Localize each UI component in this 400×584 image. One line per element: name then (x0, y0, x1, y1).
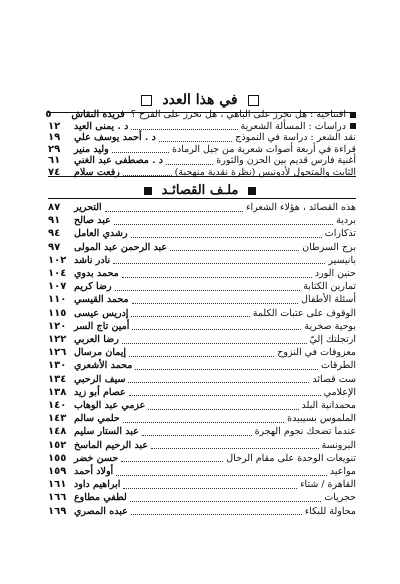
page-number: ١٢٦ (48, 347, 67, 359)
entry-author: عبد الستار سليم (74, 426, 139, 438)
dot-leader (116, 468, 327, 476)
dot-leader (121, 454, 223, 462)
toc-entry (48, 280, 356, 293)
dot-leader (170, 243, 299, 251)
entry-author: عصام أبو زيد (74, 386, 126, 398)
entry-author: ابراهيم داود (74, 479, 121, 491)
toc-entry (48, 307, 356, 320)
entry-title: تذكارات (324, 228, 356, 240)
entry-title: بوحية صخرية (304, 320, 356, 332)
toc-entry (48, 293, 356, 306)
page-number: ٩٤ (48, 228, 61, 240)
toc-entry (48, 214, 356, 227)
page-number: ١٠٤ (48, 268, 67, 279)
entry-title: عندما تضحك نجوم الهجرة (254, 426, 356, 438)
page-number: ١٢٢ (48, 334, 67, 345)
page-number: ١٩ (48, 132, 61, 143)
page-number: ١٠٧ (48, 281, 67, 293)
square-icon (248, 187, 256, 195)
entry-author: د . أحمد يوسف علي (74, 132, 156, 143)
entry-title: القاهرة / شتاء (300, 479, 356, 491)
entry-author: أمين تاج السر (74, 320, 130, 332)
bullet-icon (350, 123, 356, 129)
dot-leader (129, 388, 321, 396)
entry-title: مواعيد (329, 466, 356, 477)
dot-leader (123, 168, 172, 176)
entry-title: بانيسير (328, 254, 356, 266)
entry-author: إيمان مرسال (74, 347, 127, 359)
entry-author: حلمي سالم (74, 413, 120, 425)
entry-author: عزمي عبد الوهاب (74, 400, 146, 411)
dot-leader (130, 494, 322, 502)
entry-title: تمارين الكتابة (303, 281, 356, 293)
toc-entry (48, 227, 356, 240)
dot-leader (113, 256, 325, 264)
page-number: ٩١ (48, 215, 61, 227)
square-icon (144, 187, 152, 195)
dot-leader (129, 349, 274, 357)
entry-author: حسن خضر (74, 452, 119, 464)
dot-leader (131, 507, 302, 515)
dot-leader (123, 481, 297, 489)
page-number: ١٦٦ (48, 492, 67, 504)
toc-entry (48, 491, 356, 504)
toc-entry (48, 267, 356, 280)
page-number: ١١٥ (48, 307, 67, 319)
dot-leader (131, 122, 237, 130)
entry-title: بردية (336, 215, 356, 227)
entry-title: أغنية فارس قديم بين الحزن والثورة (216, 155, 356, 166)
entry-title: معزوفات في النزوح (277, 347, 356, 359)
page-number: ١٤٠ (48, 400, 67, 411)
divider (48, 176, 356, 177)
entry-title: ارتجلتك إليّ (309, 334, 356, 345)
entry-title: دراسات : المسألة الشعرية (240, 120, 346, 132)
toc-entry (48, 478, 356, 491)
entry-title: هذه القصائد ، هؤلاء الشعراء (246, 202, 356, 213)
entry-title: حنين الورد (314, 268, 356, 279)
entry-title: الوقوف على عتبات الكلمة (252, 307, 356, 319)
dot-leader (132, 322, 301, 330)
page-number: ٧٤ (48, 166, 61, 178)
entry-title: برج السرطان (302, 241, 356, 253)
toc-entry (48, 254, 356, 267)
entry-title: الإعلامي (323, 386, 356, 398)
entry-author: رضا العربي (74, 334, 119, 345)
entry-title: حجريات (324, 492, 356, 504)
entry-author: نادر ناشد (74, 254, 111, 266)
page-number: ١٠٢ (48, 254, 67, 266)
poems-section-title: ملـف القصائـد (161, 183, 239, 198)
toc-entry (48, 425, 356, 438)
entry-author: عبد صالح (74, 215, 111, 227)
dot-leader (135, 362, 318, 370)
entry-author: سيف الرحبي (74, 373, 126, 385)
toc-entry (48, 241, 356, 254)
page-number: ٩٧ (48, 241, 61, 253)
dot-leader (115, 283, 301, 291)
dot-leader (131, 309, 249, 317)
toc-entry (48, 386, 356, 399)
entry-author: د . مصطفى عبد الغني (74, 155, 164, 166)
toc-entry (48, 373, 356, 386)
page-number: ١١٠ (48, 294, 67, 306)
toc-entry (48, 399, 356, 412)
dot-leader (132, 296, 298, 304)
bullet-icon (350, 112, 356, 118)
entry-title: محمدانية البلد (301, 400, 356, 411)
square-icon (141, 95, 152, 106)
page-number: ١٥٢ (48, 439, 67, 451)
page-number: ١٦١ (48, 479, 67, 491)
dot-leader (112, 145, 169, 153)
entry-author: رضا كريم (74, 281, 112, 293)
divider (48, 198, 356, 199)
page-number: ٦١ (48, 155, 61, 166)
entry-author: عبد الرحمن عبد المولى (74, 241, 168, 253)
dot-leader (151, 441, 319, 449)
dot-leader (122, 336, 307, 344)
entry-title: نقد الشعر : دراسة في النموذج (235, 132, 356, 143)
entry-author: لطفي مطاوع (74, 492, 127, 504)
entry-author: رفعت سلام (74, 166, 120, 178)
dot-leader (166, 157, 213, 165)
entry-author: عبده المصري (74, 505, 128, 517)
page-number: ٥ (45, 109, 52, 120)
poems-section-header (0, 183, 400, 198)
entry-author: أولاد أحمد (74, 466, 114, 477)
entry-title: أسئلة الأطفال (301, 294, 356, 306)
entry-author: فريدة النقاش (71, 109, 125, 120)
entry-title: محاولة للبكاء (304, 505, 356, 517)
page-number: ١٣٤ (48, 373, 67, 385)
dot-leader (148, 402, 298, 410)
page-number: ١٦٩ (48, 505, 67, 517)
dot-leader (159, 134, 232, 142)
dot-leader (128, 375, 309, 383)
toc-entry (48, 505, 356, 518)
dot-leader (142, 428, 252, 436)
page-number: ١٤٨ (48, 426, 67, 438)
issue-header (0, 92, 400, 108)
page-number: ١٤٣ (48, 413, 67, 425)
dot-leader (122, 270, 312, 278)
page-number: ١٢٠ (48, 320, 67, 332)
dot-leader (123, 415, 284, 423)
entry-author: وليد منير (74, 143, 109, 155)
page-number: ٨٧ (48, 202, 61, 213)
entry-title: افتتاحية : هل تحرز على الباهي ، هل تحرز على الفرح ؟ (130, 109, 346, 120)
page-number: ١٣٠ (48, 360, 67, 372)
toc-entry (48, 439, 356, 452)
dot-leader (105, 204, 243, 212)
dot-leader (114, 217, 333, 225)
toc-entry (48, 412, 356, 425)
toc-entry (48, 452, 356, 465)
page-number: ٢٩ (48, 143, 61, 155)
entry-title: الطرقات (321, 360, 356, 372)
page-number: ١٥٥ (48, 452, 67, 464)
toc-entry (48, 333, 356, 346)
entry-author: محمد الأشعري (74, 360, 133, 372)
toc-entry (48, 359, 356, 372)
entry-author: إدريس عيسى (74, 307, 129, 319)
page-number: ١٢ (48, 120, 61, 132)
toc-entry (48, 346, 356, 359)
entry-author: د . يمنى العيد (74, 120, 129, 132)
toc-entry (48, 465, 356, 478)
toc-entry (48, 320, 356, 333)
entry-author: التحرير (74, 202, 102, 213)
entry-title: ست قصائد (312, 373, 356, 385)
entry-title: الثابت والمتحول لأدونيس (نظرة نقدية منهجية) (174, 166, 356, 178)
toc-entry (48, 201, 356, 214)
entry-title: البرونسة (321, 439, 356, 451)
dot-leader (131, 230, 322, 238)
entry-title: قراءة في أربعة أصوات شعرية من جيل الرمادة (172, 143, 356, 155)
entry-title: تنويعات الوحدة على مقام الرحال (226, 452, 356, 464)
entry-title: الملموس بسيبيدة (287, 413, 356, 425)
page-number: ١٣٨ (48, 386, 67, 398)
entry-author: رشدي العامل (74, 228, 128, 240)
entry-author: محمد بدوي (74, 268, 119, 279)
page-number: ١٥٩ (48, 466, 67, 477)
square-icon (248, 95, 259, 106)
entry-author: عبد الرحيم الماسخ (74, 439, 148, 451)
entry-author: محمد القيسي (74, 294, 129, 306)
issue-title: في هذا العدد (162, 92, 238, 108)
